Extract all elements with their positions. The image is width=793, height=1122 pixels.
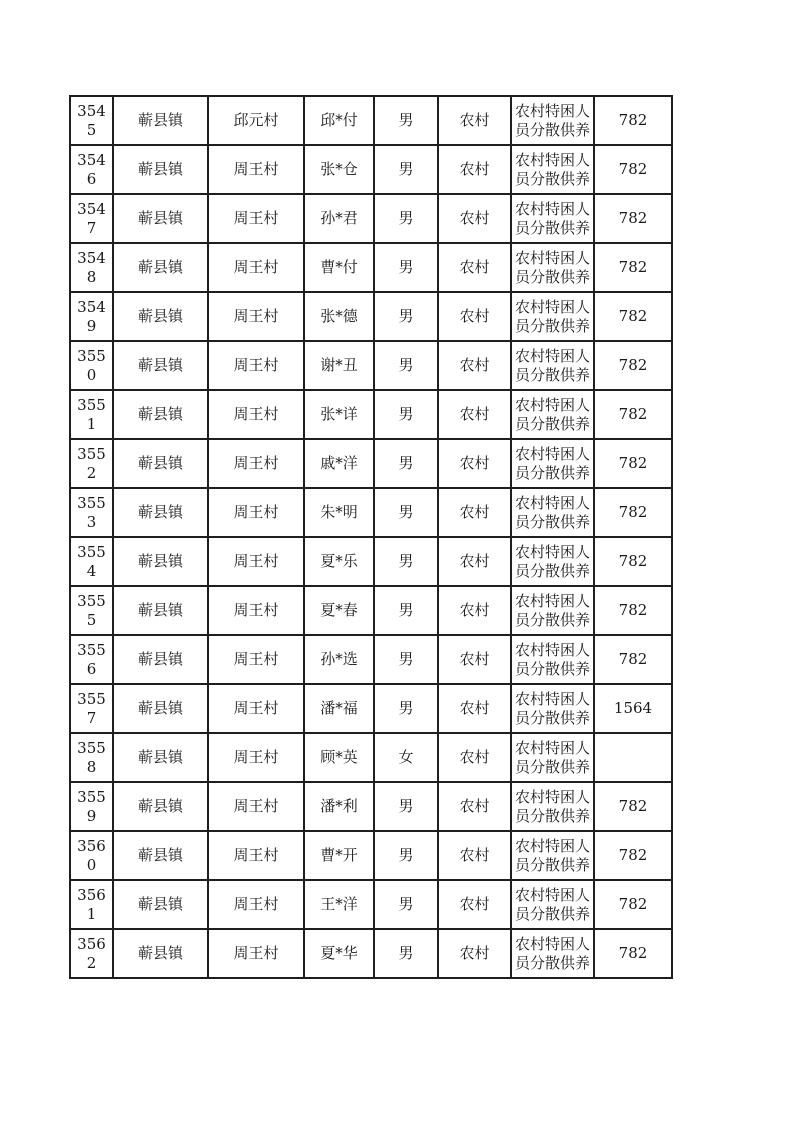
cell-gender: 男 [374, 96, 438, 145]
cell-name: 夏*乐 [304, 537, 374, 586]
table-row [70, 390, 672, 439]
cell-village: 周王村 [208, 537, 304, 586]
cell-gender: 男 [374, 439, 438, 488]
table-row [70, 96, 672, 145]
cell-amount: 782 [594, 145, 672, 194]
cell-name: 曹*开 [304, 831, 374, 880]
cell-village: 周王村 [208, 243, 304, 292]
cell-name: 张*详 [304, 390, 374, 439]
cell-category: 农村特困人员分散供养 [511, 782, 594, 831]
cell-village: 周王村 [208, 586, 304, 635]
table-row [70, 243, 672, 292]
cell-seq: 3548 [70, 243, 113, 292]
cell-name: 张*德 [304, 292, 374, 341]
cell-area: 农村 [438, 439, 511, 488]
cell-category: 农村特困人员分散供养 [511, 537, 594, 586]
table-row [70, 537, 672, 586]
cell-seq: 3559 [70, 782, 113, 831]
cell-area: 农村 [438, 341, 511, 390]
cell-gender: 男 [374, 194, 438, 243]
cell-area: 农村 [438, 782, 511, 831]
cell-town: 蕲县镇 [113, 586, 208, 635]
cell-category: 农村特困人员分散供养 [511, 635, 594, 684]
cell-category: 农村特困人员分散供养 [511, 243, 594, 292]
cell-name: 顾*英 [304, 733, 374, 782]
cell-name: 张*仓 [304, 145, 374, 194]
cell-amount: 782 [594, 635, 672, 684]
table-row [70, 733, 672, 782]
cell-village: 周王村 [208, 341, 304, 390]
cell-seq: 3556 [70, 635, 113, 684]
cell-category: 农村特困人员分散供养 [511, 684, 594, 733]
cell-category: 农村特困人员分散供养 [511, 341, 594, 390]
cell-category: 农村特困人员分散供养 [511, 831, 594, 880]
cell-town: 蕲县镇 [113, 292, 208, 341]
cell-name: 夏*华 [304, 929, 374, 978]
cell-gender: 男 [374, 292, 438, 341]
cell-village: 周王村 [208, 145, 304, 194]
cell-amount: 782 [594, 488, 672, 537]
cell-gender: 男 [374, 341, 438, 390]
cell-area: 农村 [438, 537, 511, 586]
cell-area: 农村 [438, 194, 511, 243]
cell-seq: 3549 [70, 292, 113, 341]
table-row [70, 684, 672, 733]
cell-village: 周王村 [208, 194, 304, 243]
cell-town: 蕲县镇 [113, 194, 208, 243]
cell-gender: 男 [374, 929, 438, 978]
cell-gender: 女 [374, 733, 438, 782]
cell-seq: 3550 [70, 341, 113, 390]
cell-amount: 782 [594, 194, 672, 243]
cell-category: 农村特困人员分散供养 [511, 96, 594, 145]
cell-gender: 男 [374, 243, 438, 292]
cell-village: 邱元村 [208, 96, 304, 145]
cell-seq: 3547 [70, 194, 113, 243]
cell-name: 王*洋 [304, 880, 374, 929]
table-row [70, 586, 672, 635]
cell-area: 农村 [438, 292, 511, 341]
cell-town: 蕲县镇 [113, 635, 208, 684]
cell-town: 蕲县镇 [113, 831, 208, 880]
cell-village: 周王村 [208, 292, 304, 341]
cell-amount: 782 [594, 831, 672, 880]
cell-town: 蕲县镇 [113, 439, 208, 488]
cell-village: 周王村 [208, 635, 304, 684]
cell-gender: 男 [374, 390, 438, 439]
cell-gender: 男 [374, 635, 438, 684]
cell-amount: 782 [594, 439, 672, 488]
cell-category: 农村特困人员分散供养 [511, 586, 594, 635]
cell-seq: 3553 [70, 488, 113, 537]
cell-town: 蕲县镇 [113, 341, 208, 390]
cell-category: 农村特困人员分散供养 [511, 488, 594, 537]
cell-gender: 男 [374, 684, 438, 733]
table-row [70, 145, 672, 194]
cell-amount: 782 [594, 929, 672, 978]
welfare-subsidy-table [69, 95, 673, 979]
cell-name: 邱*付 [304, 96, 374, 145]
table-row [70, 929, 672, 978]
cell-seq: 3555 [70, 586, 113, 635]
cell-gender: 男 [374, 831, 438, 880]
cell-category: 农村特困人员分散供养 [511, 929, 594, 978]
cell-amount: 782 [594, 390, 672, 439]
cell-village: 周王村 [208, 782, 304, 831]
cell-town: 蕲县镇 [113, 145, 208, 194]
cell-amount: 782 [594, 243, 672, 292]
cell-town: 蕲县镇 [113, 733, 208, 782]
cell-name: 夏*春 [304, 586, 374, 635]
cell-name: 戚*洋 [304, 439, 374, 488]
cell-gender: 男 [374, 145, 438, 194]
cell-gender: 男 [374, 782, 438, 831]
cell-amount: 782 [594, 341, 672, 390]
cell-seq: 3554 [70, 537, 113, 586]
table-body [70, 96, 672, 978]
cell-name: 谢*丑 [304, 341, 374, 390]
cell-category: 农村特困人员分散供养 [511, 194, 594, 243]
cell-area: 农村 [438, 243, 511, 292]
cell-village: 周王村 [208, 684, 304, 733]
cell-category: 农村特困人员分散供养 [511, 439, 594, 488]
cell-town: 蕲县镇 [113, 537, 208, 586]
cell-village: 周王村 [208, 390, 304, 439]
cell-area: 农村 [438, 145, 511, 194]
cell-area: 农村 [438, 488, 511, 537]
cell-amount: 782 [594, 537, 672, 586]
cell-village: 周王村 [208, 439, 304, 488]
cell-town: 蕲县镇 [113, 929, 208, 978]
cell-seq: 3562 [70, 929, 113, 978]
cell-town: 蕲县镇 [113, 880, 208, 929]
cell-town: 蕲县镇 [113, 684, 208, 733]
cell-category: 农村特困人员分散供养 [511, 292, 594, 341]
cell-amount [594, 733, 672, 782]
cell-village: 周王村 [208, 831, 304, 880]
cell-area: 农村 [438, 880, 511, 929]
cell-gender: 男 [374, 537, 438, 586]
cell-gender: 男 [374, 586, 438, 635]
cell-category: 农村特困人员分散供养 [511, 733, 594, 782]
table-row [70, 194, 672, 243]
cell-amount: 782 [594, 782, 672, 831]
cell-name: 孙*君 [304, 194, 374, 243]
cell-village: 周王村 [208, 880, 304, 929]
cell-category: 农村特困人员分散供养 [511, 145, 594, 194]
cell-amount: 782 [594, 880, 672, 929]
cell-area: 农村 [438, 635, 511, 684]
cell-area: 农村 [438, 586, 511, 635]
cell-town: 蕲县镇 [113, 96, 208, 145]
cell-seq: 3545 [70, 96, 113, 145]
table-row [70, 880, 672, 929]
cell-amount: 1564 [594, 684, 672, 733]
cell-town: 蕲县镇 [113, 390, 208, 439]
cell-name: 朱*明 [304, 488, 374, 537]
cell-amount: 782 [594, 292, 672, 341]
cell-area: 农村 [438, 733, 511, 782]
table-row [70, 488, 672, 537]
table-row [70, 782, 672, 831]
cell-village: 周王村 [208, 929, 304, 978]
table-row [70, 439, 672, 488]
cell-name: 潘*福 [304, 684, 374, 733]
cell-seq: 3551 [70, 390, 113, 439]
cell-seq: 3546 [70, 145, 113, 194]
cell-village: 周王村 [208, 488, 304, 537]
cell-seq: 3557 [70, 684, 113, 733]
cell-area: 农村 [438, 390, 511, 439]
table-row [70, 831, 672, 880]
cell-area: 农村 [438, 684, 511, 733]
cell-town: 蕲县镇 [113, 488, 208, 537]
cell-area: 农村 [438, 831, 511, 880]
table-row [70, 341, 672, 390]
cell-amount: 782 [594, 586, 672, 635]
cell-category: 农村特困人员分散供养 [511, 880, 594, 929]
table-row [70, 635, 672, 684]
cell-town: 蕲县镇 [113, 243, 208, 292]
table-row [70, 292, 672, 341]
cell-town: 蕲县镇 [113, 782, 208, 831]
cell-seq: 3558 [70, 733, 113, 782]
cell-seq: 3552 [70, 439, 113, 488]
cell-category: 农村特困人员分散供养 [511, 390, 594, 439]
cell-amount: 782 [594, 96, 672, 145]
cell-village: 周王村 [208, 733, 304, 782]
cell-name: 曹*付 [304, 243, 374, 292]
cell-name: 孙*选 [304, 635, 374, 684]
cell-gender: 男 [374, 880, 438, 929]
cell-area: 农村 [438, 929, 511, 978]
cell-seq: 3561 [70, 880, 113, 929]
cell-name: 潘*利 [304, 782, 374, 831]
cell-area: 农村 [438, 96, 511, 145]
cell-gender: 男 [374, 488, 438, 537]
cell-seq: 3560 [70, 831, 113, 880]
